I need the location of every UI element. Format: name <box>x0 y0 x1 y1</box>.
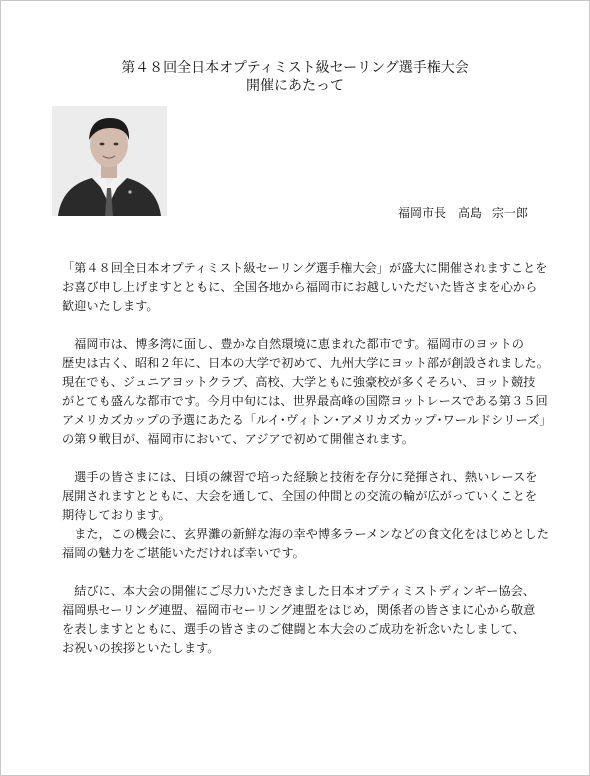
paragraph-1 <box>62 259 548 316</box>
paragraph-5 <box>62 582 542 658</box>
paragraph-line: の第９戦目が、福岡市において、アジアで初めて開催されます。 <box>62 432 415 446</box>
paragraph-line: 歓迎いたします。 <box>62 299 159 313</box>
paragraph-line: 結びに、本大会の開催にご尽力いただきました日本オプティミストディンギー協会、 <box>62 584 535 598</box>
paragraph-line: お祝いの挨拶といたします。 <box>62 641 220 655</box>
paragraph-4 <box>62 525 549 563</box>
paragraph-line: 選手の皆さまには、日頃の練習で培った経験と技術を存分に発揮され、熱いレースを <box>62 470 538 484</box>
paragraph-line: 現在でも、ジュニアヨットクラブ、高校、大学ともに強豪校が多くそろい、ヨット競技 <box>62 375 536 389</box>
paragraph-3 <box>62 468 542 525</box>
message-body <box>62 259 552 677</box>
paragraph-line: 展開されますとともに、大会を通して、全国の仲間との交流の輪が広がっていくことを <box>62 489 538 503</box>
mayor-signature <box>398 204 528 221</box>
paragraph-line: また，この機会に、玄界灘の新鮮な海の幸や博多ラーメンなどの食文化をはじめとした <box>62 527 549 541</box>
signature-surname: 高島 <box>458 206 483 220</box>
paragraph-line: を表しますとともに、選手の皆さまのご健闘と本大会のご成功を祈念いたしまして、 <box>62 622 525 636</box>
title-line-2: 開催にあたって <box>246 78 344 94</box>
title-line-1: 第４８回全日本オプティミスト級セーリング選手権大会 <box>121 60 469 76</box>
mayor-portrait-photo <box>52 106 167 216</box>
paragraph-line: 福岡の魅力をご堪能いただければ幸いです。 <box>62 546 305 560</box>
paragraph-line: 「第４８回全日本オプティミスト級セーリング選手権大会」が盛大に開催されますことを <box>62 261 548 275</box>
paragraph-line: 歴史は古く、昭和２年に、日本の大学で初めて、九州大学にヨット部が創設されました。 <box>62 356 549 370</box>
paragraph-line: お喜び申し上げますとともに、全国各地から福岡市にお越しいただいた皆さまを心から <box>62 280 538 294</box>
paragraph-line: 福岡県セーリング連盟、福岡市セーリング連盟をはじめ，関係者の皆さまに心から敬意 <box>62 603 536 617</box>
signature-given-name: 宗一郎 <box>492 206 529 220</box>
paragraph-line: アメリカズカップの予選にあたる「ルイ･ヴィトン･アメリカズカップ･ワールドシリーズ」 <box>62 413 552 427</box>
page-title <box>1 59 589 95</box>
paragraph-line: 期待しております。 <box>62 508 171 522</box>
paragraph-2 <box>62 335 552 449</box>
paragraph-line: がとても盛んな都市です。今月中旬には、世界最高峰の国際ヨットレースである第３５回 <box>62 394 548 408</box>
paragraph-line: 福岡市は、博多湾に面し、豊かな自然環境に恵まれた都市です。福岡市のヨットの <box>62 337 524 351</box>
signature-position: 福岡市長 <box>398 206 447 220</box>
